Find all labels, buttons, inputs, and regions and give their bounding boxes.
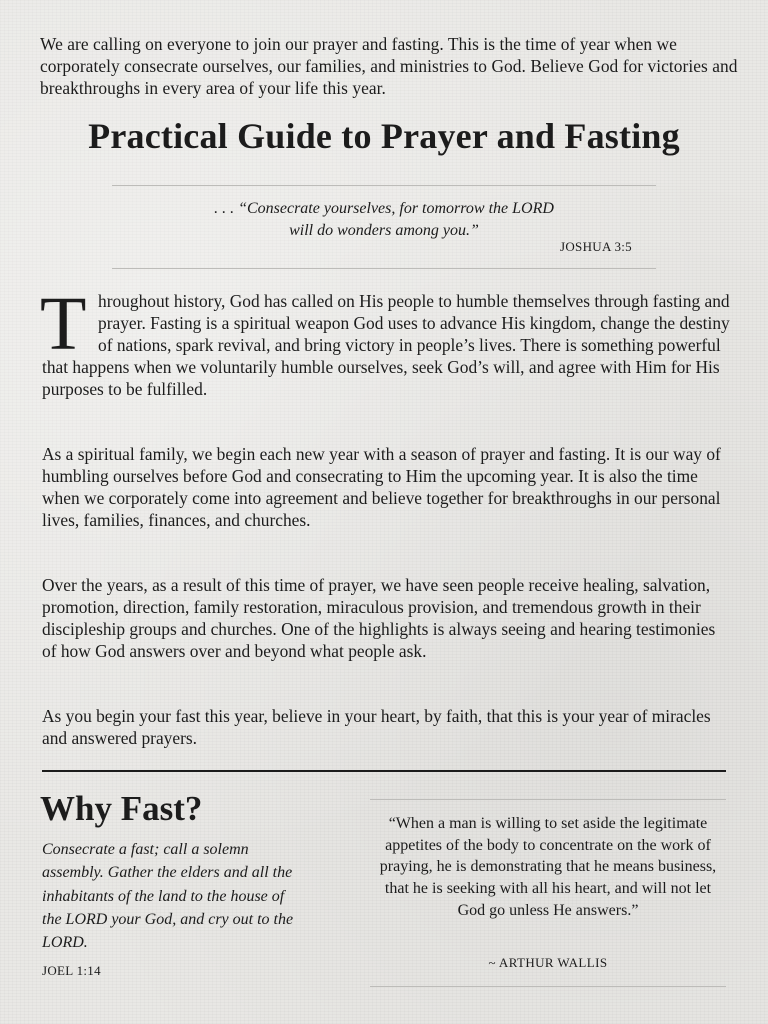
- body-paragraph-3: Over the years, as a result of this time of prayer, we have seen people receive healing, salvation, promotion, direction, family restoration, miraculous provision, and tremendous growth in their discipleship groups and churches. One of the highlights is always seeing and hearing testimonies of how God answers over and beyond what people ask.: [42, 575, 716, 661]
- body-paragraph-1-text: hroughout history, God has called on His people to humble themselves through fasting and prayer. Fasting is a spiritual weapon God uses to advance His kingdom, change the destiny of nations, spark revival, and bring victory in people’s lives. There is something powerful that happens when we voluntarily humble ourselves, seek God’s will, and agree with Him for His purposes to be fulfilled.: [42, 291, 730, 399]
- page-title: Practical Guide to Prayer and Fasting: [88, 116, 680, 156]
- verse-top-divider: [112, 185, 656, 186]
- pull-quote-box: [370, 799, 726, 987]
- pull-quote-text: “When a man is willing to set aside the legitimate appetites of the body to concentrate on the work of praying, he is demonstrating that he means business, that he is seeking with all his heart, and will not let God go unless He answers.”: [379, 815, 717, 919]
- body-paragraph-4: As you begin your fast this year, believe in your heart, by faith, that this is your year of miracles and answered prayers.: [42, 706, 711, 748]
- scripture-reference: JOSHUA 3:5: [560, 239, 632, 254]
- section-divider: [42, 770, 726, 772]
- pull-quote-author: ~ ARTHUR WALLIS: [488, 955, 608, 970]
- intro-paragraph: We are calling on everyone to join our prayer and fasting. This is the time of year when we corporately consecrate ourselves, our families, and ministries to God. Believe God for victories and breakthroughs in every area of your life this year.: [40, 34, 738, 98]
- scripture-line-1: . . . “Consecrate yourselves, for tomorrow the LORD: [214, 200, 554, 217]
- why-fast-reference: JOEL 1:14: [42, 963, 101, 978]
- why-fast-heading: Why Fast?: [40, 789, 203, 828]
- drop-cap: T: [40, 282, 87, 366]
- verse-bottom-divider: [112, 268, 656, 269]
- scripture-quote: [112, 198, 656, 242]
- body-paragraph-1: [40, 282, 732, 400]
- scripture-line-2: will do wonders among you.”: [289, 222, 479, 239]
- body-paragraph-2: As a spiritual family, we begin each new year with a season of prayer and fasting. It is our way of humbling ourselves before God and consecrating to Him the upcoming year. It is also the time when we corporately come into agreement and believe together for breakthroughs in our personal lives, families, finances, and churches.: [42, 444, 721, 530]
- why-fast-scripture: Consecrate a fast; call a solemn assembly. Gather the elders and all the inhabitants of the land to the house of the LORD your God, and cry out to the LORD.: [42, 841, 294, 952]
